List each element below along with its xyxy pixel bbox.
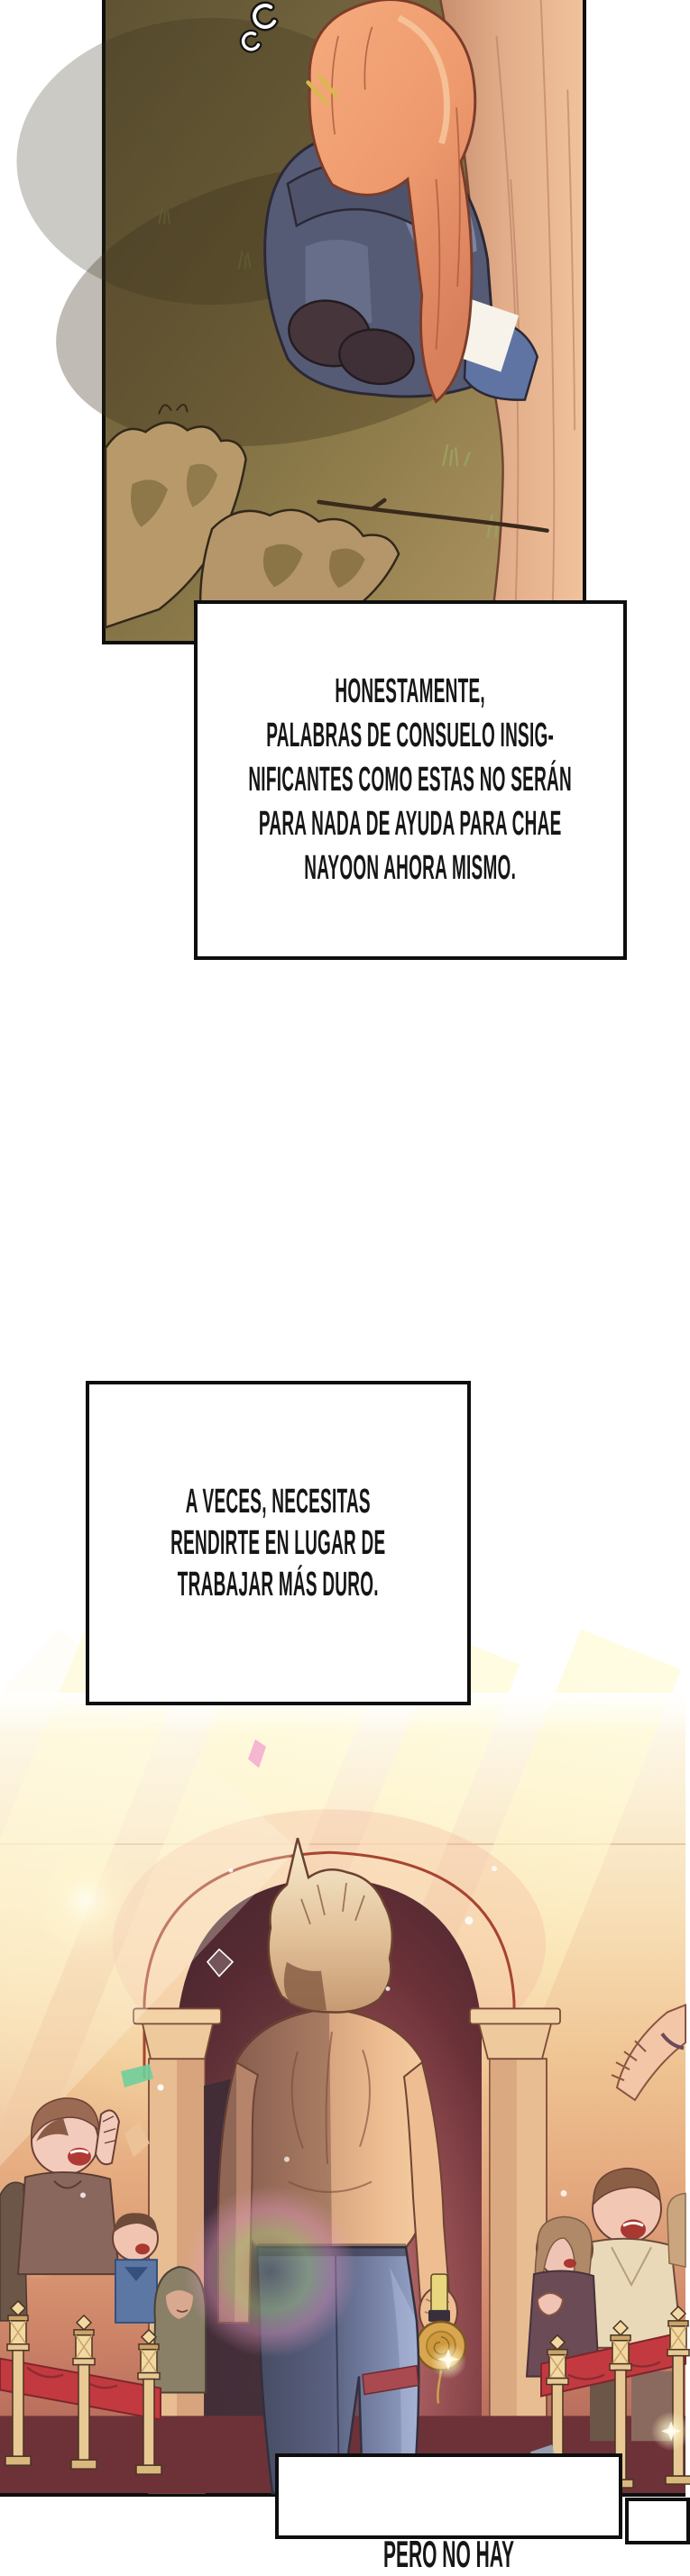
celebration-illustration — [0, 1693, 685, 2493]
far-right-figure — [667, 2193, 685, 2267]
narration-box-2 — [86, 1381, 471, 1705]
corner-box-bottom-right — [625, 2498, 690, 2544]
narration-line: RENDIRTE EN LUGAR DE — [170, 1524, 386, 1562]
narration-line: HONESTAMENTE, — [335, 672, 486, 710]
narration-line: PALABRAS DE CONSUELO INSIG- — [266, 717, 555, 754]
lens-flare — [184, 2186, 357, 2358]
child-figure — [113, 2213, 158, 2323]
narration-2-text — [170, 1481, 385, 1605]
narration-line: A VECES, NECESITAS — [185, 1483, 372, 1521]
narration-box-1 — [194, 600, 627, 960]
dialogue-box-bottom — [275, 2453, 622, 2575]
cheering-woman — [18, 2098, 119, 2274]
narration-line: TRABAJAR MÁS DURO. — [178, 1566, 380, 1603]
narration-line: NAYOON AHORA MISMO. — [304, 849, 517, 887]
forest-panel — [102, 0, 586, 644]
forest-illustration — [106, 0, 583, 641]
narration-line: PARA NADA DE AYUDA PARA CHAE — [259, 805, 562, 843]
narration-1-text — [249, 670, 573, 891]
narration-line: NIFICANTES COMO ESTAS NO SERÁN — [248, 761, 573, 799]
dialogue-bottom-text: PERO NO HAY — [382, 2533, 515, 2575]
celebration-panel — [0, 1693, 685, 2497]
